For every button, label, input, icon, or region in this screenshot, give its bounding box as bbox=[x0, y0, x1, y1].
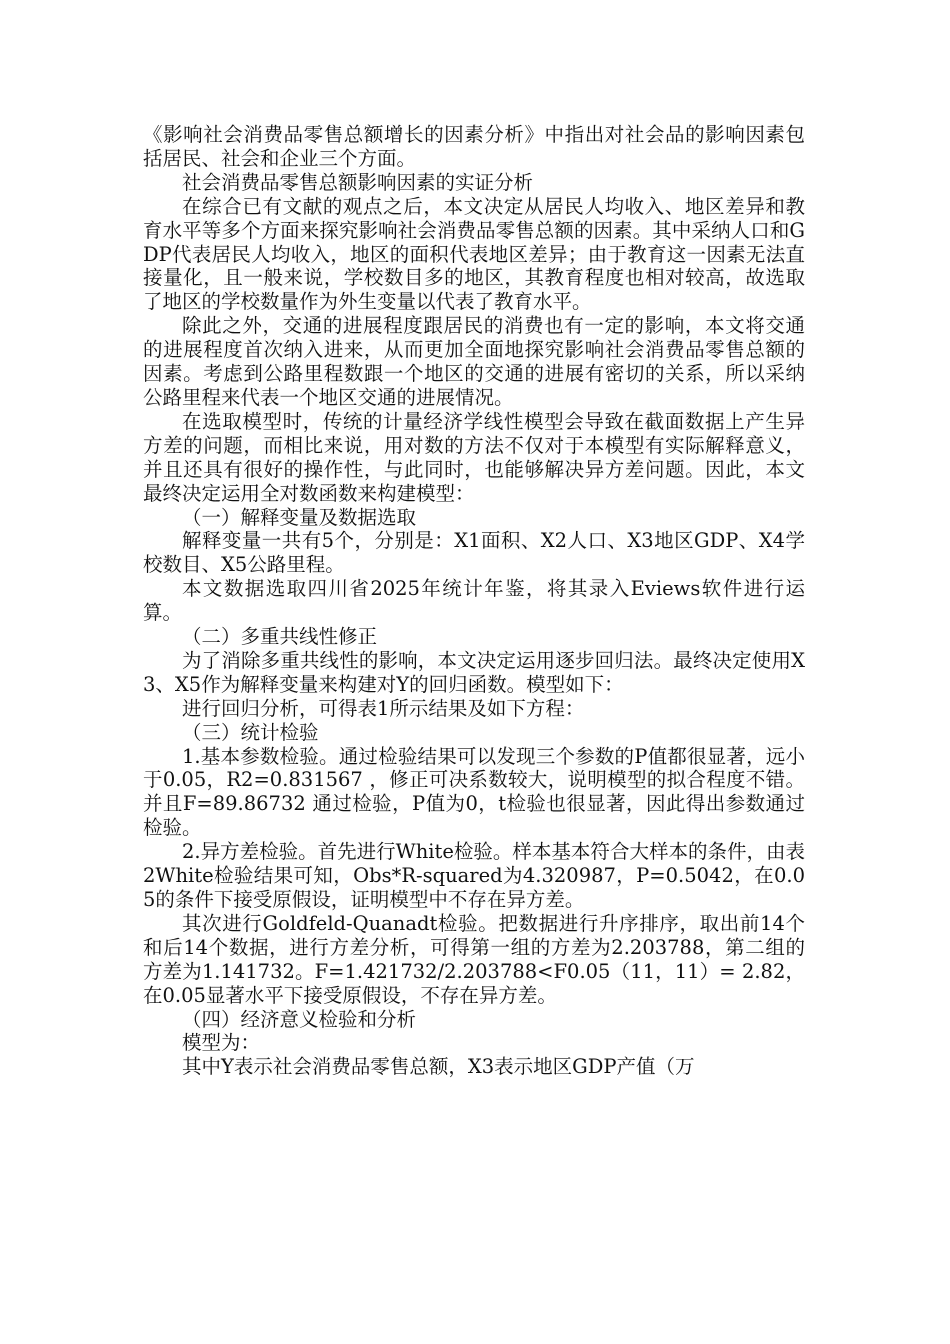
paragraph-variables: 解释变量一共有5个，分别是：X1面积、X2人口、X3地区GDP、X4学校数目、X5公路里程。 bbox=[143, 529, 805, 577]
paragraph-white-test: 2.异方差检验。首先进行White检验。样本基本符合大样本的条件，由表2White检验结果可知，Obs*R-squared为4.320987，P=0.5042，在0.05的条件下接受原假设，证明模型中不存在异方差。 bbox=[143, 840, 805, 911]
subheading-variables: （一）解释变量及数据选取 bbox=[182, 505, 417, 529]
subheading-statistical-test: （三）统计检验 bbox=[182, 720, 319, 744]
subheading-multicollinearity: （二）多重共线性修正 bbox=[182, 625, 378, 649]
document-page bbox=[143, 123, 805, 1079]
paragraph-model: 模型为： bbox=[182, 1031, 261, 1055]
paragraph-intro: 《影响社会消费品零售总额增长的因素分析》中指出对社会品的影响因素包括居民、社会和企业三个方面。 bbox=[143, 123, 805, 170]
paragraph-regression: 进行回归分析，可得表1所示结果及如下方程： bbox=[182, 696, 585, 720]
paragraph-data-source: 本文数据选取四川省2025年统计年鉴，将其录入Eviews软件进行运算。 bbox=[143, 577, 805, 625]
subheading-economic-test: （四）经济意义检验和分析 bbox=[182, 1007, 417, 1031]
paragraph-gq-test: 其次进行Goldfeld-Quanadt检验。把数据进行升序排序，取出前14个和后14个数据，进行方差分析，可得第一组的方差为2.203788，第二组的方差为1.141732。F=1.421732/2.203788<F0.05（11，11）= 2.82，在0.05显著水平下接受原假设，不存在异方差。 bbox=[143, 911, 805, 1007]
paragraph-definitions: 其中Y表示社会消费品零售总额，X3表示地区GDP产值（万 bbox=[182, 1055, 695, 1079]
paragraph-model-choice: 在选取模型时，传统的计量经济学线性模型会导致在截面数据上产生异方差的问题，而相比来说，用对数的方法不仅对于本模型有实际解释意义，并且还具有很好的操作性，与此同时，也能够解决异方差问题。因此，本文最终决定运用全对数函数来构建模型： bbox=[143, 409, 805, 505]
paragraph-factors: 在综合已有文献的观点之后，本文决定从居民人均收入、地区差异和教育水平等多个方面来探究影响社会消费品零售总额的因素。其中采纳人口和GDP代表居民人均收入，地区的面积代表地区差异；由于教育这一因素无法直接量化，且一般来说，学校数目多的地区，其教育程度也相对较高，故选取了地区的学校数量作为外生变量以代表了教育水平。 bbox=[143, 194, 805, 314]
paragraph-parameter-test: 1.基本参数检验。通过检验结果可以发现三个参数的P值都很显著，远小于0.05，R2=0.831567 ，修正可决系数较大，说明模型的拟合程度不错。并且F=89.86732 通过检验，P值为0，t检验也很显著，因此得出参数通过检验。 bbox=[143, 744, 805, 840]
paragraph-stepwise: 为了消除多重共线性的影响，本文决定运用逐步回归法。最终决定使用X3、X5作为解释变量来构建对Y的回归函数。模型如下： bbox=[143, 648, 805, 696]
paragraph-transport: 除此之外，交通的进展程度跟居民的消费也有一定的影响，本文将交通的进展程度首次纳入进来，从而更加全面地探究影响社会消费品零售总额的因素。考虑到公路里程数跟一个地区的交通的进展有密切的关系，所以采纳公路里程来代表一个地区交通的进展情况。 bbox=[143, 314, 805, 409]
section-heading: 社会消费品零售总额影响因素的实证分析 bbox=[182, 170, 534, 194]
